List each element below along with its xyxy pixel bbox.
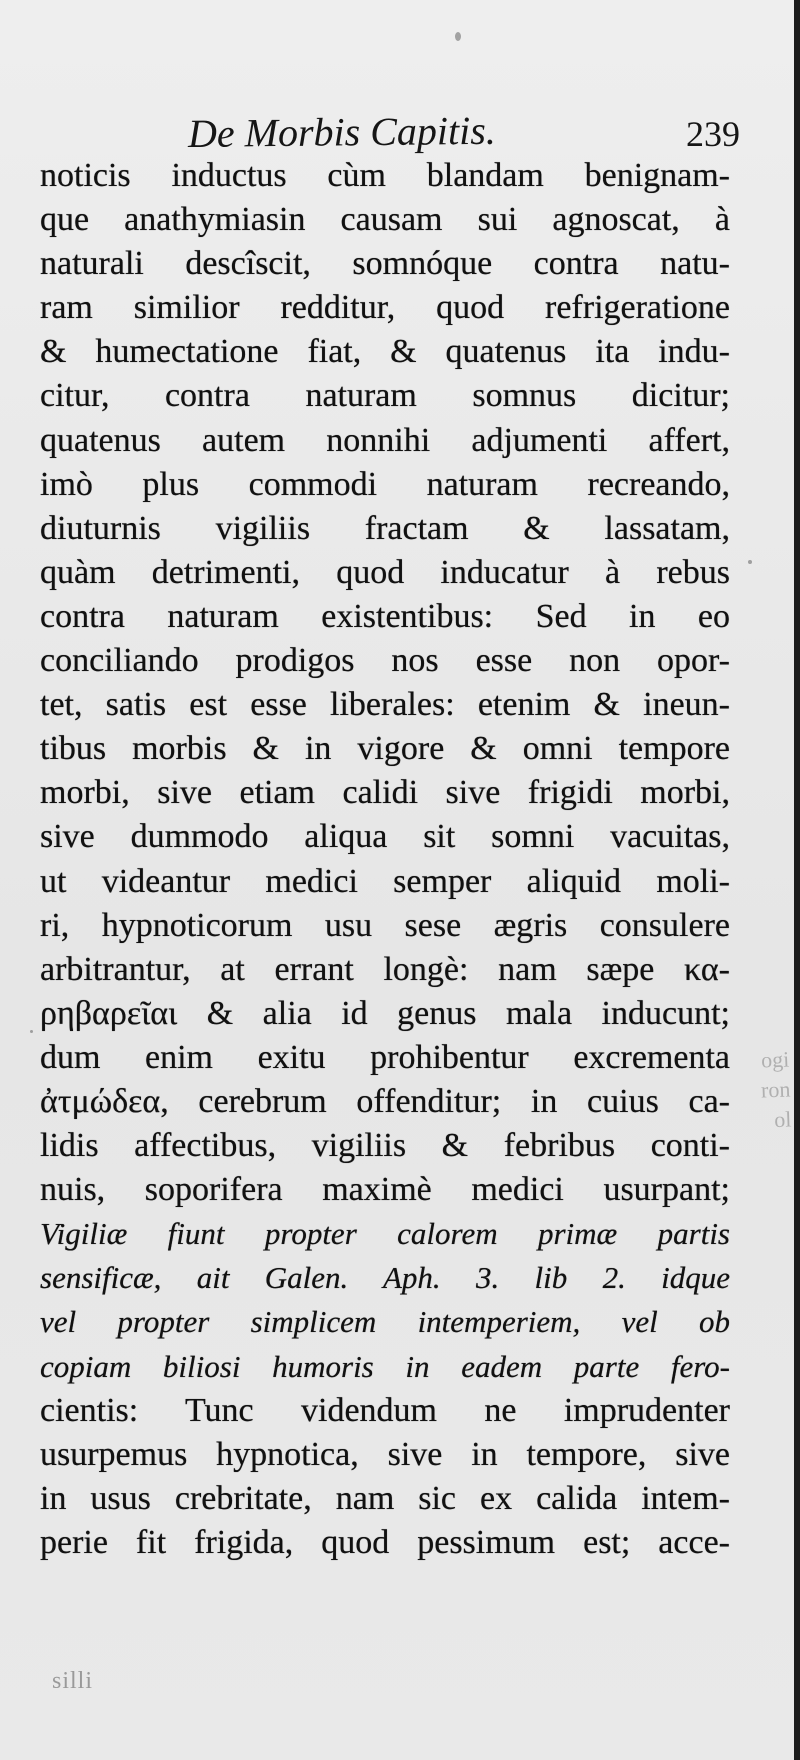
text-line: dum enim exitu prohibentur excrementa (40, 1038, 730, 1076)
text-line: & humectatione fiat, & quatenus ita indu- (40, 333, 730, 371)
ink-speck (748, 560, 752, 564)
text-line: usurpemus hypnotica, sive in tempore, sive (40, 1435, 730, 1473)
text-line: tibus morbis & in vigore & omni tempore (40, 730, 730, 768)
text-line: que anathymiasin causam sui agnoscat, à (40, 201, 730, 239)
text-line: nuis, soporifera maximè medici usurpant; (40, 1171, 730, 1209)
bleed-line: ogi (760, 1046, 790, 1073)
text-line: in usus crebritate, nam sic ex calida intem- (40, 1479, 730, 1517)
binding-edge (794, 0, 800, 1760)
text-line-italic: vel propter simplicem intemperiem, vel ob (40, 1304, 730, 1340)
bleed-through-text (759, 1045, 791, 1136)
bleed-line: ron (760, 1076, 791, 1103)
text-line: arbitrantur, at errant longè: nam sæpe κα- (40, 950, 730, 988)
text-line: ρηβαρεῖαι & alia id genus mala inducunt; (40, 994, 730, 1032)
text-line: ἀτμώδεα, cerebrum offenditur; in cuius ca- (40, 1082, 730, 1120)
text-line: quàm detrimenti, quod inducatur à rebus (40, 553, 730, 591)
ink-speck (30, 1030, 33, 1033)
text-line: quatenus autem nonnihi adjumenti affert, (40, 421, 730, 459)
text-line-italic: sensificæ, ait Galen. Aph. 3. lib 2. idque (40, 1260, 730, 1296)
text-line: ram similior redditur, quod refrigeratione (40, 289, 730, 327)
text-line: diuturnis vigiliis fractam & lassatam, (40, 509, 730, 547)
page-header (150, 107, 740, 158)
text-line: citur, contra naturam somnus dicitur; (40, 377, 730, 415)
bleed-line: ol (773, 1106, 792, 1133)
text-line: morbi, sive etiam calidi sive frigidi morbi, (40, 774, 730, 812)
ink-speck (455, 32, 461, 41)
text-line: perie fit frigida, quod pessimum est; acce- (40, 1523, 730, 1561)
text-line: lidis affectibus, vigiliis & febribus conti- (40, 1127, 730, 1165)
text-line-italic: Vigiliæ fiunt propter calorem primæ partis (40, 1216, 730, 1252)
text-line: contra naturam existentibus: Sed in eo (40, 597, 730, 635)
text-line-italic: copiam biliosi humoris in eadem parte fero- (40, 1348, 730, 1384)
catchword: silli (52, 1668, 94, 1694)
text-line: tet, satis est esse liberales: etenim & ineun- (40, 686, 730, 724)
text-line: imò plus commodi naturam recreando, (40, 465, 730, 503)
text-line: ri, hypnoticorum usu sese ægris consulere (40, 906, 730, 944)
text-line: sive dummodo aliqua sit somni vacuitas, (40, 818, 730, 856)
body-text (40, 154, 730, 1565)
text-line: ut videantur medici semper aliquid moli- (40, 862, 730, 900)
running-head: De Morbis Capitis. (187, 107, 497, 156)
text-line: naturali descîscit, somnóque contra natu- (40, 245, 730, 283)
page-number: 239 (686, 114, 740, 154)
text-line: conciliando prodigos nos esse non opor- (40, 642, 730, 680)
text-line: noticis inductus cùm blandam benignam- (40, 157, 730, 194)
text-line: cientis: Tunc videndum ne imprudenter (40, 1391, 730, 1429)
